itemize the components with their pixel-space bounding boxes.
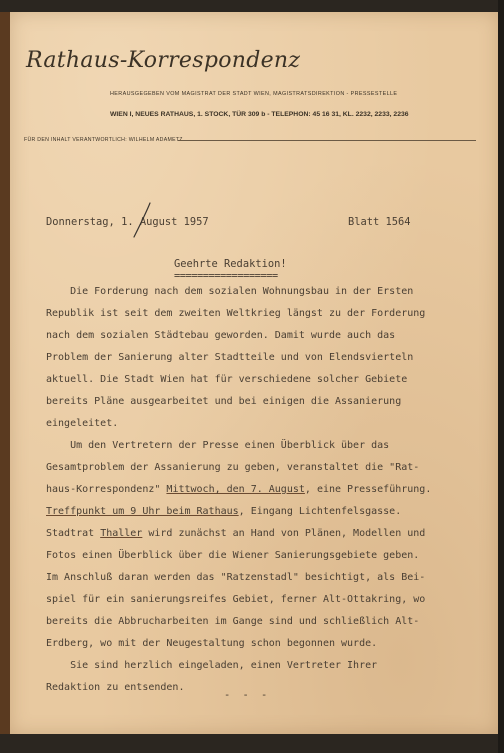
end-mark: - - - — [224, 689, 271, 701]
body-line: aktuell. Die Stadt Wien hat für verschiedene solcher Gebiete — [46, 374, 408, 385]
masthead-rule — [178, 140, 476, 141]
sheet-number: Blatt 1564 — [348, 216, 411, 228]
body-line: Problem der Sanierung alter Stadtteile und von Elendsvierteln — [46, 352, 414, 363]
body-line: spiel für ein sanierungsreifes Gebiet, ferner Alt-Ottakring, wo — [46, 594, 426, 605]
masthead-title: Rathaus-Korrespondenz — [26, 48, 301, 73]
page-left-edge — [0, 12, 10, 734]
salutation: Geehrte Redaktion! — [174, 258, 287, 270]
scan-right-edge — [498, 0, 504, 753]
body-line: nach dem sozialen Städtebau geworden. Damit wurde auch das — [46, 330, 396, 341]
body-line: bereits die Abbrucharbeiten im Gange sind und schließlich Alt- — [46, 616, 420, 627]
body-line — [46, 528, 425, 539]
body-text: wird zunächst an Hand von Plänen, Modellen und — [142, 528, 426, 539]
handwritten-slash-mark — [122, 201, 162, 241]
date-line: Donnerstag, 1. August 1957 — [46, 216, 209, 228]
body-text: , eine Presseführung. — [304, 484, 432, 495]
body-line: Um den Vertretern der Presse einen Überblick über das — [46, 440, 390, 451]
body-line — [46, 484, 431, 495]
body-line: Erdberg, wo mit der Neugestaltung schon begonnen wurde. — [46, 638, 378, 649]
body-line: Im Anschluß daran werden das "Ratzenstadl" besichtigt, als Bei- — [46, 572, 426, 583]
body-text: Stadtrat — [46, 528, 101, 539]
masthead-subtitle: HERAUSGEGEBEN VOM MAGISTRAT DER STADT WIEN, MAGISTRATSDIREKTION - PRESSESTELLE — [110, 91, 398, 97]
document-page — [10, 12, 498, 734]
body-line: Gesamtproblem der Assanierung zu geben, veranstaltet die "Rat- — [46, 462, 420, 473]
body-line: Republik ist seit dem zweiten Weltkrieg längst zu der Forderung — [46, 308, 426, 319]
salutation-underline: ================== — [174, 270, 278, 282]
councillor-name-underlined: Thaller — [100, 528, 143, 539]
responsible-editor-line: FÜR DEN INHALT VERANTWORTLICH: WILHELM ADAMETZ — [24, 137, 183, 143]
body-line: Redaktion zu entsenden. — [46, 682, 185, 693]
body-line: Sie sind herzlich eingeladen, einen Vertreter Ihrer — [46, 660, 378, 671]
meeting-point-underlined: Treffpunkt um 9 Uhr beim Rathaus — [46, 506, 239, 517]
body-line: bereits Pläne ausgearbeitet und bei einigen die Assanierung — [46, 396, 402, 407]
event-date-underlined: Mittwoch, den 7. August — [166, 484, 305, 495]
body-line: Fotos einen Überblick über die Wiener Sanierungsgebiete geben. — [46, 550, 420, 561]
body-text: , Eingang Lichtenfelsgasse. — [238, 506, 402, 517]
body-line: eingeleitet. — [46, 418, 119, 429]
masthead-address: WIEN I, NEUES RATHAUS, 1. STOCK, TÜR 309 b - TELEPHON: 45 16 31, KL. 2232, 2233, 2236 — [110, 111, 409, 118]
body-line: Die Forderung nach dem sozialen Wohnungsbau in der Ersten — [46, 286, 414, 297]
body-text: haus-Korrespondenz" — [46, 484, 167, 495]
body-line — [46, 506, 401, 517]
